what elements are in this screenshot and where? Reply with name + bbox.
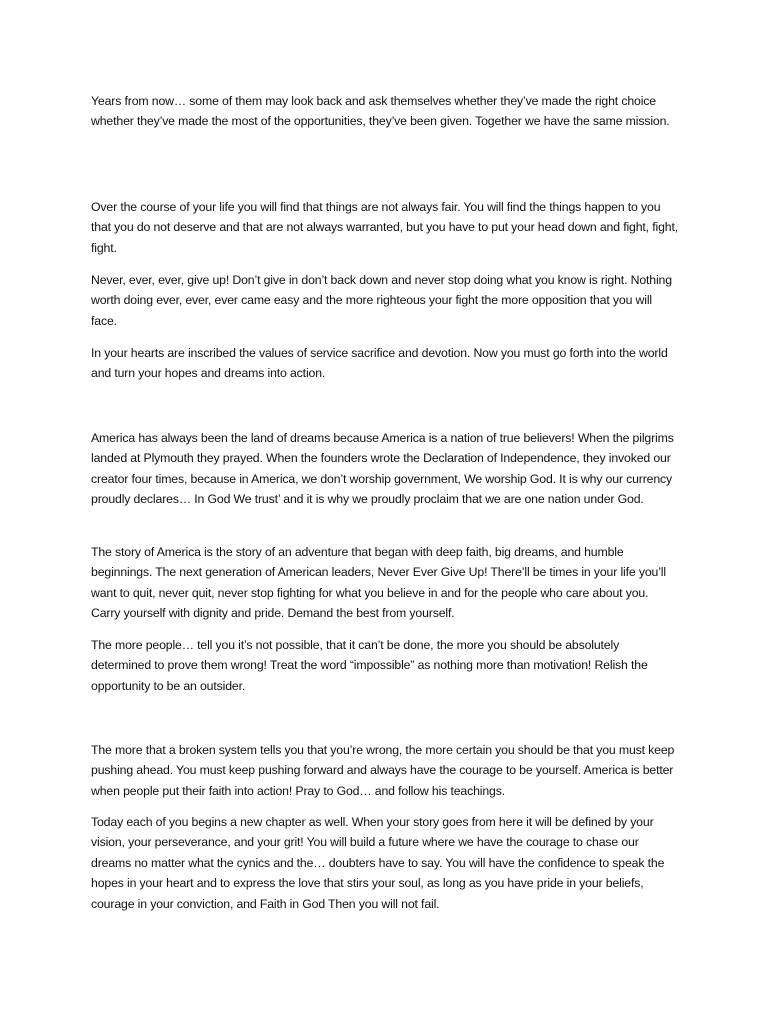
paragraph: Never, ever, ever, give up! Don’t give in don’t back down and never stop doing what you know is right. Nothing worth doing ever, ever, ever came easy and the more righteous your fight the more opposition that you will face. — [91, 273, 672, 328]
paragraph: In your hearts are inscribed the values of service sacrifice and devotion. Now you must go forth into the world and turn your hopes and dreams into action. — [91, 346, 668, 381]
paragraph: America has always been the land of dreams because America is a nation of true believers! When the pilgrims landed at Plymouth they prayed. When the founders wrote the Declaration of Independence, they invoked our creator four times, because in America, we don’t worship government, We worship God. It is why our currency proudly declares… In God We trust’ and it is why we proudly proclaim that we are one nation under God. — [91, 431, 674, 507]
paragraph: Years from now… some of them may look back and ask themselves whether they’ve made the right choice whether they’ve made the most of the opportunities, they’ve been given. Together we have the same mission. — [91, 94, 670, 129]
paragraph: The more that a broken system tells you that you’re wrong, the more certain you should be that you must keep pushing ahead. You must keep pushing forward and always have the courage to be yourself. America is better when people put their faith into action! Pray to God… and follow his teachings. — [91, 743, 675, 798]
paragraph: The story of America is the story of an adventure that began with deep faith, big dreams, and humble beginnings. The next generation of American leaders, Never Ever Give Up! There’ll be times in your life you’ll want to quit, never quit, never stop fighting for what you believe in and for the people who care about you. Carry yourself with dignity and pride. Demand the best from yourself. — [91, 545, 666, 621]
paragraph: The more people… tell you it’s not possible, that it can’t be done, the more you should be absolutely determined to prove them wrong! Treat the word “impossible” as nothing more than motivation! Relish the opportunity to be an outsider. — [91, 638, 648, 693]
paragraph: Today each of you begins a new chapter as well. When your story goes from here it will be defined by your vision, your perseverance, and your grit! You will build a future where we have the courage to chase our dreams no matter what the cynics and the… doubters have to say. You will have the confidence to speak the hopes in your heart and to express the love that stirs your soul, as long as you have pride in your beliefs, courage in your conviction, and Faith in God Then you will not fail. — [91, 815, 665, 911]
paragraph: Over the course of your life you will find that things are not always fair. You will find the things happen to you that you do not deserve and that are not always warranted, but you have to put your head down and fight, fight, fight. — [91, 200, 678, 255]
